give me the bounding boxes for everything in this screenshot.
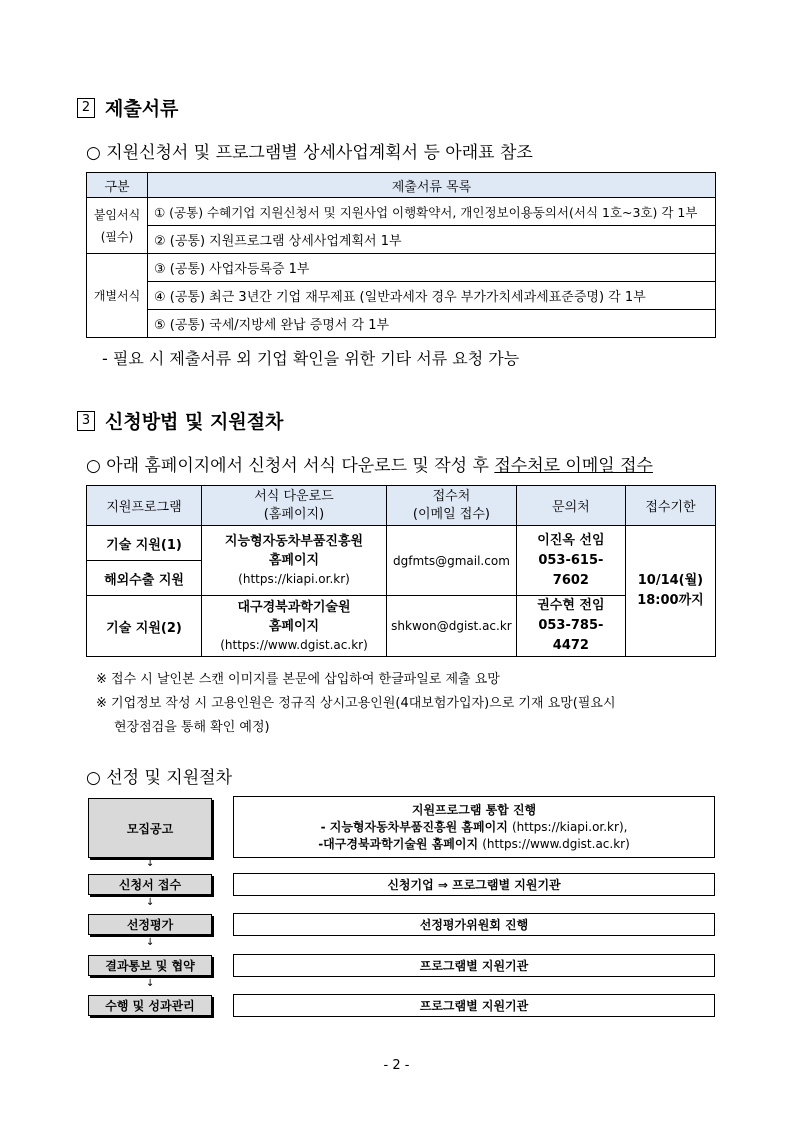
flow-desc-management: 프로그램별 지원기관 — [233, 994, 715, 1017]
section-number: 2 — [77, 98, 95, 118]
contact-cell — [516, 596, 625, 657]
flow-desc-announcement — [233, 796, 715, 858]
contact-name: 이진옥 선임 — [537, 532, 605, 548]
col-header-category: 구분 — [87, 173, 148, 198]
section-2-heading — [77, 94, 178, 121]
section-2-lead: ○ 지원신청서 및 프로그램별 상세사업계획서 등 아래표 참조 — [86, 143, 533, 163]
group-required — [87, 198, 148, 254]
arrow-down-icon: ↓ — [146, 978, 155, 989]
contact-phone: 053-785-4472 — [538, 618, 604, 653]
flow-step-agreement: 결과통보 및 협약 — [88, 955, 212, 976]
download-cell — [202, 526, 387, 596]
org-homepage: 홈페이지 — [268, 618, 320, 634]
section-title: 제출서류 — [105, 98, 179, 120]
page-number: - 2 - — [383, 1058, 410, 1073]
section-3-heading — [77, 407, 283, 434]
arrow-down-icon: ↓ — [146, 858, 155, 869]
org-name: 지능형자동차부품진흥원 — [224, 534, 364, 549]
col-header-deadline: 접수기한 — [625, 486, 715, 526]
contact-phone: 053-615-7602 — [538, 552, 604, 588]
lead-text: ○ 아래 홈페이지에서 신청서 서식 다운로드 및 작성 후 — [86, 456, 495, 476]
col-header-download — [202, 486, 387, 526]
header-line: (이메일 접수) — [412, 506, 490, 522]
email-cell[interactable]: shkwon@dgist.ac.kr — [387, 596, 517, 657]
flow-step-evaluation: 선정평가 — [88, 914, 212, 935]
group-required-label: 붙임서식 — [93, 207, 141, 222]
contact-cell — [516, 526, 625, 596]
col-header-contact: 문의처 — [516, 486, 625, 526]
download-cell — [202, 596, 387, 657]
header-line: 접수처 — [432, 488, 471, 504]
document-row: ⑤ (공통) 국세/지방세 완납 증명서 각 1부 — [148, 310, 716, 338]
col-header-program: 지원프로그램 — [87, 486, 202, 526]
deadline-cell — [625, 526, 715, 657]
flow-step-announcement: 모집공고 — [88, 798, 212, 858]
flow-desc-evaluation: 선정평가위원회 진행 — [233, 913, 715, 936]
flow-step-application: 신청서 접수 — [88, 874, 212, 895]
program-cell: 기술 지원(2) — [87, 596, 202, 657]
section-3-lead — [86, 451, 653, 476]
group-required-sub: (필수) — [100, 229, 134, 244]
document-row: ② (공통) 지원프로그램 상세사업계획서 1부 — [148, 226, 716, 254]
flow-desc-agreement: 프로그램별 지원기관 — [233, 954, 715, 977]
note-2: ※ 기업정보 작성 시 고용인원은 정규직 상시고용인원(4대보험가입자)으로 기재 요망(필요시 — [96, 696, 616, 711]
section-number: 3 — [77, 411, 95, 431]
deadline-date: 10/14(월) — [637, 573, 704, 588]
section-title: 신청방법 및 지원절차 — [105, 411, 284, 433]
email-cell[interactable]: dgfmts@gmail.com — [387, 526, 517, 596]
flow-url[interactable]: (https://kiapi.or.kr), — [511, 819, 628, 834]
deadline-time: 18:00까지 — [637, 593, 704, 608]
application-table — [86, 485, 716, 657]
org-name: 대구경북과학기술원 — [237, 599, 351, 615]
flow-desc-line — [318, 836, 630, 853]
document-row: ③ (공통) 사업자등록증 1부 — [148, 254, 716, 282]
arrow-down-icon: ↓ — [146, 937, 155, 948]
flow-desc-line: 지원프로그램 통합 진행 — [411, 802, 537, 817]
section-2-note: - 필요 시 제출서류 외 기업 확인을 위한 기타 서류 요청 가능 — [102, 349, 520, 368]
document-row: ④ (공통) 최근 3년간 기업 재무제표 (일반과세자 경우 부가가치세과세표준증명) 각 1부 — [148, 282, 716, 310]
flow-desc-text: - 지능형자동차부품진흥원 홈페이지 — [320, 819, 508, 834]
flow-desc-application: 신청기업 ⇒ 프로그램별 지원기관 — [233, 873, 715, 896]
note-1: ※ 접수 시 날인본 스캔 이미지를 본문에 삽입하여 한글파일로 제출 요망 — [96, 672, 500, 687]
arrow-down-icon: ↓ — [146, 897, 155, 908]
contact-name: 권수현 전임 — [537, 598, 605, 613]
process-lead: ○ 선정 및 지원절차 — [86, 768, 232, 788]
flow-url[interactable]: (https://www.dgist.ac.kr) — [482, 836, 630, 851]
col-header-email — [387, 486, 517, 526]
group-individual: 개별서식 — [87, 254, 148, 338]
col-header-documents: 제출서류 목록 — [148, 173, 716, 198]
documents-table — [86, 172, 716, 338]
org-url[interactable]: (https://kiapi.or.kr) — [238, 572, 350, 586]
lead-underlined: 접수처로 이메일 접수 — [494, 456, 653, 476]
note-2-continued: 현장점검을 통해 확인 예정) — [114, 720, 270, 735]
document-row: ① (공통) 수혜기업 지원신청서 및 지원사업 이행확약서, 개인정보이용동의서(서식 1호~3호) 각 1부 — [148, 198, 716, 226]
org-homepage: 홈페이지 — [268, 553, 320, 568]
org-url[interactable]: (https://www.dgist.ac.kr) — [220, 637, 368, 652]
program-cell: 기술 지원(1) — [87, 526, 202, 561]
header-line: 서식 다운로드 — [254, 488, 334, 504]
flow-step-management: 수행 및 성과관리 — [88, 995, 212, 1016]
program-cell: 해외수출 지원 — [87, 561, 202, 596]
flow-desc-line — [321, 819, 628, 836]
flow-desc-text: -대구경북과학기술원 홈페이지 — [318, 836, 479, 851]
header-line: (홈페이지) — [263, 506, 325, 522]
